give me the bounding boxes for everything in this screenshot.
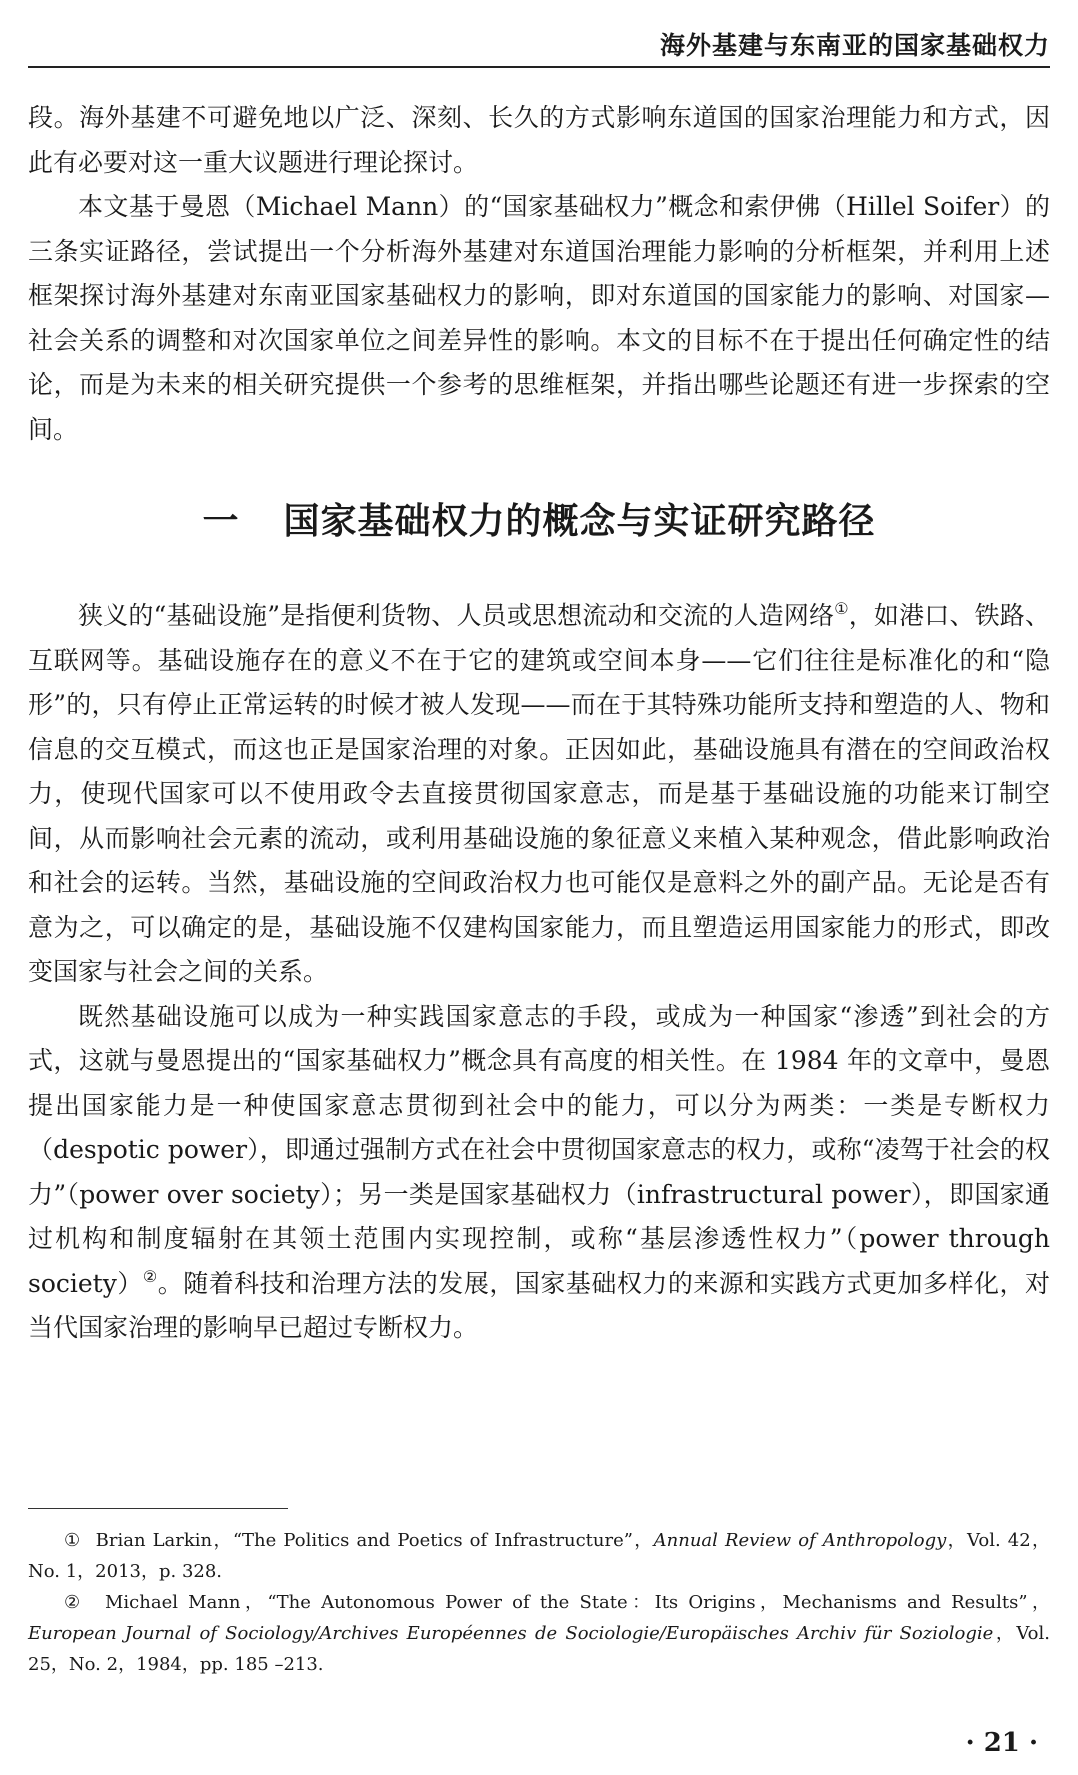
body-text	[28, 96, 1050, 1351]
footnote-journal: European Journal of Sociology/Archives Européennes de Sociologie/Europäisches Archiv für Soziologie	[28, 1623, 994, 1644]
paragraph-intro-framework: 本文基于曼恩（Michael Mann）的“国家基础权力”概念和索伊佛（Hillel Soifer）的三条实证路径，尝试提出一个分析海外基建对东道国治理能力影响的分析框架，并利用上述框架探讨海外基建对东南亚国家基础权力的影响，即对东道国的国家能力的影响、对国家—社会关系的调整和对次国家单位之间差异性的影响。本文的目标不在于提出任何确定性的结论，而是为未来的相关研究提供一个参考的思维框架，并指出哪些论题还有进一步探索的空间。	[28, 192, 1050, 444]
paragraph-infrastructure-definition	[28, 594, 1050, 995]
running-title: 海外基建与东南亚的国家基础权力	[659, 31, 1050, 60]
footnote-citation: Brian Larkin，“The Politics and Poetics of Infrastructure”，	[95, 1530, 654, 1551]
footnotes	[28, 1508, 1050, 1680]
footnote-divider	[28, 1508, 288, 1509]
section-number: 一	[202, 500, 240, 542]
footnote-citation: Michael Mann，“The Autonomous Power of the State：Its Origins，Mechanisms and Results”，	[104, 1592, 1051, 1613]
paragraph-text: 狭义的“基础设施”是指便利货物、人员或思想流动和交流的人造网络	[78, 601, 835, 630]
paragraph-text: 。随着科技和治理方法的发展，国家基础权力的来源和实践方式更加多样化，对当代国家治理的影响早已超过专断权力。	[28, 1268, 1050, 1342]
paragraph-infrastructural-power	[28, 995, 1050, 1351]
footnote-journal: Annual Review of Anthropology	[653, 1530, 947, 1551]
section-heading	[28, 496, 1050, 546]
footnote-citation-tail: ，Vol. 25，No. 2，1984，pp. 185 –213.	[28, 1623, 1050, 1675]
footnote-1	[28, 1525, 1050, 1587]
paragraph-text: ，如港口、铁路、互联网等。基础设施存在的意义不在于它的建筑或空间本身——它们往往是标准化的和“隐形”的，只有停止正常运转的时候才被人发现——而在于其特殊功能所支持和塑造的人、物和信息的交互模式，而这也正是国家治理的对象。正因如此，基础设施具有潜在的空间政治权力，使现代国家可以不使用政令去直接贯彻国家意志，而是基于基础设施的功能来订制空间，从而影响社会元素的流动，或利用基础设施的象征意义来植入某种观念，借此影响政治和社会的运转。当然，基础设施的空间政治权力也可能仅是意料之外的副产品。无论是否有意为之，可以确定的是，基础设施不仅建构国家能力，而且塑造运用国家能力的形式，即改变国家与社会之间的关系。	[28, 601, 1050, 986]
footnote-marker: ②	[64, 1592, 85, 1613]
paragraph-text: 既然基础设施可以成为一种实践国家意志的手段，或成为一种国家“渗透”到社会的方式，这就与曼恩提出的“国家基础权力”概念具有高度的相关性。在 1984 年的文章中，曼恩提出国家能力是一种使国家意志贯彻到社会中的能力，可以分为两类：一类是专断权力（despotic power），即通过强制方式在社会中贯彻国家意志的权力，或称“凌驾于社会的权力”（power over society）；另一类是国家基础权力（infrastructural power），即国家通过机构和制度辐射在其领土范围内实现控制，或称“基层渗透性权力”（power through society）	[28, 1001, 1050, 1298]
footnote-2	[28, 1587, 1050, 1680]
footnote-citation-tail: ，Vol. 42，No. 1，2013，p. 328.	[28, 1530, 1050, 1582]
page-number: · 21 ·	[965, 1728, 1038, 1758]
footnote-ref-1[interactable]: ①	[834, 599, 849, 618]
footnote-marker: ①	[64, 1530, 82, 1551]
section-title: 国家基础权力的概念与实证研究路径	[283, 500, 876, 542]
running-header	[28, 0, 1050, 68]
footnote-ref-2[interactable]: ②	[142, 1266, 158, 1286]
paragraph-continued: 段。海外基建不可避免地以广泛、深刻、长久的方式影响东道国的国家治理能力和方式，因此有必要对这一重大议题进行理论探讨。	[28, 103, 1050, 177]
